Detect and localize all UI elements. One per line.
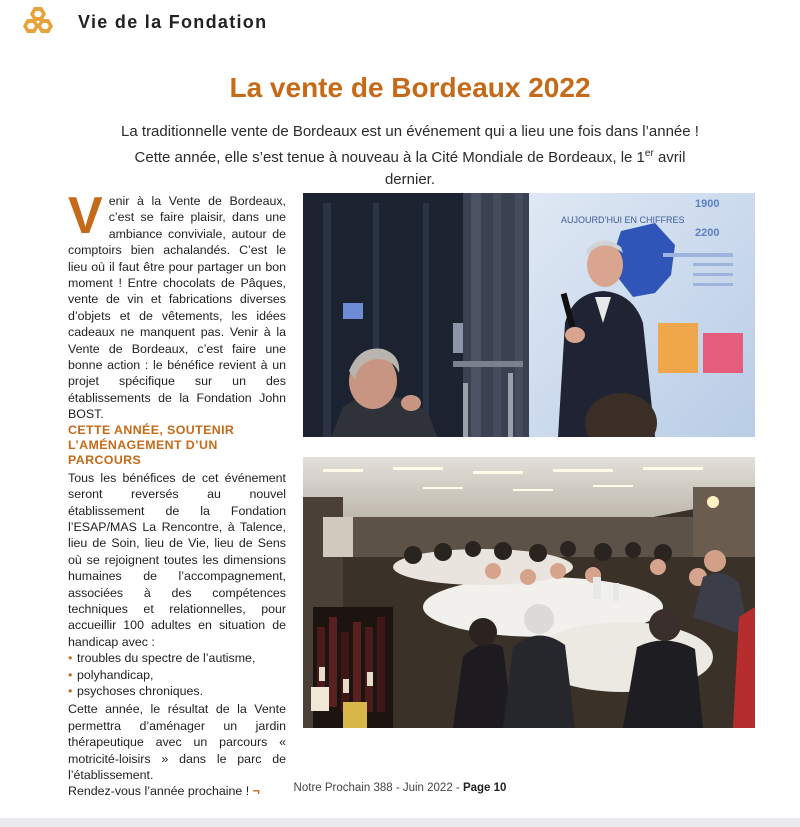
end-mark-icon: ¬ [252,784,260,799]
article-text-column [68,187,286,800]
svg-text:2200: 2200 [695,227,720,239]
article-subheading: CETTE ANNÉE, SOUTENIR L’AMÉNAGEMENT D’UN PARCOURS [68,422,235,467]
list-item: • troubles du spectre de l’autisme, [68,650,286,666]
lead-line-1: La traditionnelle vente de Bordeaux est un événement qui a lieu une fois dans l’année ! [121,123,699,140]
body-paragraph: Tous les bénéfices de cet événement seront reversés au nouvel établissement de la Fondation l’ESAP/MAS La Rencontre, à Talence, lieu de Soin, lieu de Vie, lieu de Sens où se rejoignent toutes les dimensions humaines de l’accompagnement, associées à des compétences techniques et relationnelles, pour accueillir 100 adultes en situation de handicap avec : [68,470,286,649]
article-title: La vente de Bordeaux 2022 [229,72,591,103]
svg-text:AUJOURD’HUI EN CHIFFRES: AUJOURD’HUI EN CHIFFRES [561,215,685,225]
lead-line-2: Cette année, elle s’est tenue à nouveau à la Cité Mondiale de Bordeaux, le 1er avril dernier. [134,148,686,188]
hexagon-cluster-icon [22,4,58,40]
list-item: • polyhandicap, [68,667,286,683]
page-footer [0,782,800,794]
page-number: Page 10 [462,782,507,794]
intro-paragraph: Venir à la Vente de Bordeaux, c’est se faire plaisir, dans une ambiance conviviale, autour de comptoirs bien achalandés. C’est le lieu où il faut être pour partager un bon moment ! Entre chocolats de Pâques, vente de vin et fabrications diverses d’objets et de vêtements, les idées cadeaux ne manquent pas. Venir à la Vente de Bordeaux, c’est faire une bonne action : le bénéfice revient à un projet spécifique sur un des établissements de la Fondation John BOST. [68,187,286,422]
photo-speaker [303,193,755,437]
footer-publication: Notre Prochain 388 - Juin 2022 - [293,782,463,794]
page-header [22,4,267,40]
condition-list [68,650,286,699]
page-bottom-border [0,818,800,827]
drop-cap: V [68,187,103,245]
list-item: • psychoses chroniques. [68,683,286,699]
section-label: Vie de la Fondation [78,11,268,32]
signoff-line: Rendez-vous l’année prochaine ! ¬ [68,784,260,799]
svg-text:1900: 1900 [695,198,720,210]
closing-paragraph: Cette année, le résultat de la Vente permettra d’aménager un jardin thérapeutique avec un parcours « motricité-loisirs » dans le parc de l’établissement. [68,702,286,782]
photo-banquet-hall [303,457,755,728]
article-lead [110,121,710,191]
